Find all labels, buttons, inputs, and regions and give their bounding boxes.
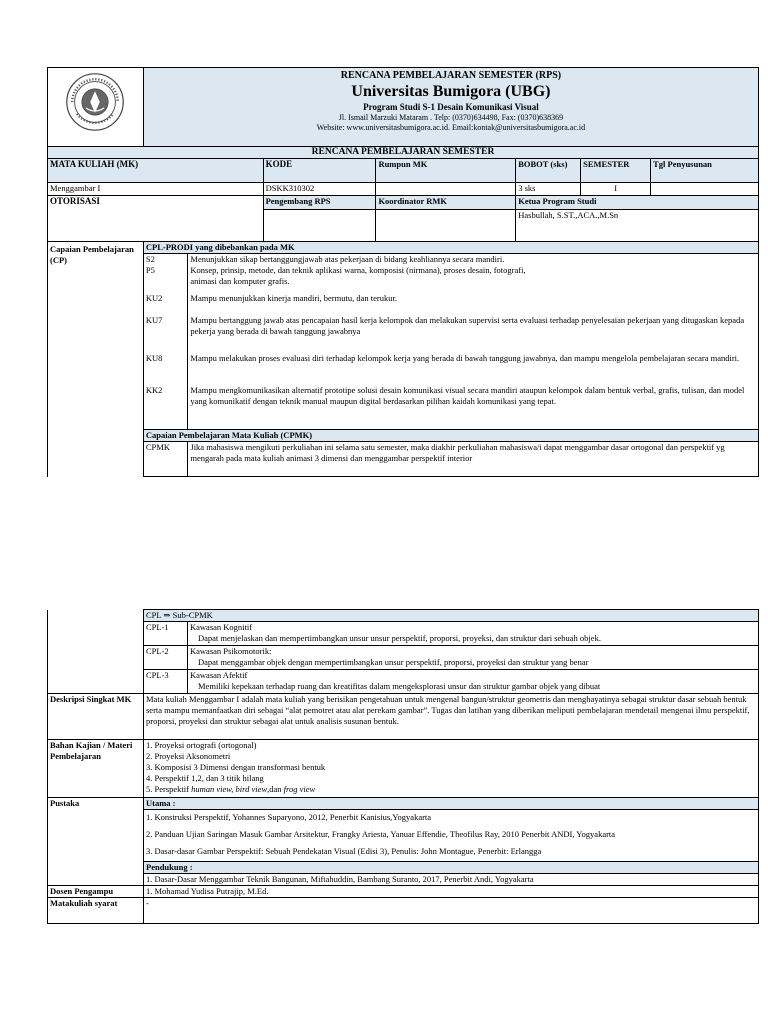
subcpmk-blank [48,610,144,694]
col-mk: MATA KULIAH (MK) [48,159,264,183]
subcpmk-title: CPL ⇒ Sub-CPMK [144,610,759,622]
cpl-text: Mampu melakukan proses evaluasi diri terhadap kelompok kerja yang berada di bawah tanggung jawabnya, dan mampu mengelola pembelajaran secara mandiri. [188,353,758,385]
col-semester: SEMESTER [581,159,651,183]
cpmk-text: Jika mahasiswa mengikuti perkuliahan ini selama satu semester, maka diakhir perkuliahan mahasiswa/i dapat menggambar dasar ortogonal dan perspektif yg mengarah pada mata kuliah animasi 3 dimensi dan menggambar perspektif interior [188,442,758,476]
bahan-item: 4. Perspektif 1,2, dan 3 titik hilang [146,773,264,783]
course-rumpun [376,183,516,196]
rps-header-table [47,67,759,477]
pendukung-label: Pendukung : [144,862,759,874]
bahan-label: Bahan Kajian / Materi Pembelajaran [48,740,144,798]
pengembang-label: Pengembang RPS [263,196,376,210]
cpmk-code: CPMK [145,442,170,452]
utama-item: 3. Dasar-dasar Gambar Perspektif: Sebuah Pendekatan Visual (Edisi 3), Penulis: John Montague, Penerbit: Erlangga [146,846,542,856]
subcpmk-heading: Kawasan Psikomotorik: [190,646,272,656]
bahan-item-italic: human view, bird view [191,784,268,794]
university-logo [65,72,125,132]
col-bobot: BOBOT (sks) [516,159,581,183]
cpl-code: KU8 [145,353,163,363]
course-code: DSKK310302 [263,183,376,196]
program-name: Program Studi S-1 Desain Komunikasi Visual [363,102,539,112]
cpl-text: Konsep, prinsip, metode, dan teknik aplikasi warna, komposisi (nirmana), proses desain, fotografi, animasi dan komputer grafis. [188,265,758,293]
dosen-value: 1. Mohamad Yudisa Putrajip, M.Ed. [144,886,759,898]
bahan-item-italic: frog view [283,784,316,794]
subcpmk-heading: Kawasan Kognitif [190,622,253,632]
doc-title: RENCANA PEMBELAJARAN SEMESTER (RPS) [340,70,562,81]
koordinator-label: Koordinator RMK [376,196,516,210]
deskripsi-text: Mata kuliah Menggambar I adalah mata kuliah yang berisikan pengetahuan untuk mengenal bangun/struktur geometris dan menghayatinya sebagai struktur dasar sebuah bentuk serta mampu memanfaatkan diri sebagai “alat pemotret atau alat perekam gambar”. Tugas dan latihan yang diberikan meliputi pembelajaran mendetail mengenai ilmu perspektif, proporsi, proyeksi dan struktur sebagai alat untuk analisis susunan bentuk. [144,694,759,740]
utama-item: 1. Konstruksi Perspektif, Yohannes Suparyono, 2012, Penerbit Kanisius,Yogyakarta [146,812,432,822]
subcpmk-code: CPL-2 [144,646,188,670]
subcpmk-item [188,646,759,670]
cpl-code: KU7 [145,315,163,325]
ketua-label: Ketua Program Studi [516,196,759,210]
subcpmk-text: Dapat menggambar objek dengan mempertimbangkan unsur perspektif, proporsi, proyeksi dan struktur yang benar [198,657,589,667]
cpl-text: Mampu bertanggung jawab atas pencapaian hasil kerja kelompok dan melakukan supervisi serta evaluasi terhadap penyelesaian pekerjaan yang ditugaskan kepada pekerja yang berada di bawah tanggung jawabnya [188,315,758,353]
cpl-title: CPL-PRODI yang dibebankan pada MK [143,242,758,254]
pengembang-value [263,210,376,242]
subcpmk-text: Dapat menjelaskan dan mempertimbangkan unsur unsur perspektif, proporsi, proyeksi, dan struktur dari sebuah objek. [198,633,601,643]
cpmk-title: Capaian Pembelajaran Mata Kuliah (CPMK) [143,430,758,442]
subcpmk-item [188,670,759,694]
rps-detail-table [47,609,759,924]
website: Website: www.universitasbumigora.ac.id. Email:kontak@universitasbumigora.ac.id [316,123,586,132]
cpl-list [143,254,758,430]
cpl-inner [144,254,758,429]
course-semester: I [581,183,651,196]
cpl-text: Mampu menunjukkan kinerja mandiri, bermutu, dan terukur. [188,293,758,315]
col-rumpun: Rumpun MK [376,159,516,183]
bahan-item: 1. Proyeksi ortografi (ortogonal) [146,740,257,750]
section-title: RENCANA PEMBELAJARAN SEMESTER [48,147,759,159]
col-tgl: Tgl Penyusunan [651,159,759,183]
otorisasi-label: OTORISASI [48,196,264,242]
cp-label: Capaian Pembelajaran (CP) [48,242,144,477]
header-text-cell [143,68,758,147]
cpmk-row [143,442,758,477]
university-name: Universitas Bumigora (UBG) [351,83,551,100]
subcpmk-heading: Kawasan Afektif [190,670,248,680]
cpl-code: KU2 [145,293,163,303]
dosen-label: Dosen Pengampu [48,886,144,898]
pendukung-item: 1. Dasar-Dasar Menggambar Teknik Bangunan, Miftahuddin, Bambang Suranto, 2017, Penerbit Andi, Yogyakarta [144,874,759,886]
bahan-item: 3. Komposisi 3 Dimensi dengan transformasi bentuk [146,762,326,772]
bahan-item-mid: ,dan [267,784,284,794]
ketua-name: Hasbullah, S.ST.,ACA.,M.Sn [516,210,759,242]
bahan-item: 2. Proyeksi Aksonometri [146,751,231,761]
cpl-code: KK2 [145,385,163,395]
bahan-list [144,740,759,798]
utama-list [144,810,759,862]
cpl-code: S2 [145,254,155,264]
cpl-code: P5 [145,265,155,275]
cpl-text: Mampu mengkomunikasikan alternatif prototipe solusi desain komunikasi visual secara mandiri ataupun kelompok dalam bentuk verbal, grafis, tulisan, dan model yang komunikatif dengan teknik manual maupun digital berdasarkan pilihan kaidah komunikasi yang tepat. [188,385,758,429]
utama-label: Utama : [144,798,759,810]
bahan-item [146,784,756,795]
cpmk-inner [144,442,758,476]
koordinator-value [376,210,516,242]
pustaka-label: Pustaka [48,798,144,886]
subcpmk-code: CPL-1 [144,622,188,646]
subcpmk-item [188,622,759,646]
course-tgl [651,183,759,196]
syarat-value: - [144,898,759,924]
cpl-text: Menunjukkan sikap bertanggungjawab atas pekerjaan di bidang keahliannya secara mandiri. [188,254,758,265]
col-kode: KODE [263,159,376,183]
subcpmk-text: Memiliki kepekaan terhadap ruang dan kreatifitas dalam mengeksplorasi unsur dan struktur gambar objek yang dibuat [198,681,601,691]
bahan-item-prefix: 5. Perspektif [146,784,192,794]
deskripsi-label: Deskripsi Singkat MK [48,694,144,740]
logo-cell [48,68,144,147]
course-bobot: 3 sks [516,183,581,196]
address: Jl. Ismail Marzuki Mataram . Telp: (0370)634498, Fax: (0370)638369 [338,113,564,122]
syarat-label: Matakuliah syarat [48,898,144,924]
subcpmk-code: CPL-3 [144,670,188,694]
utama-item: 2. Panduan Ujian Saringan Masuk Gambar Arsitektur, Frangky Ariesta, Yanuar Effendie, Theofilus Ray, 2010 Penerbit ANDI, Yogyakarta [146,829,616,839]
course-name: Menggambar I [48,183,264,196]
